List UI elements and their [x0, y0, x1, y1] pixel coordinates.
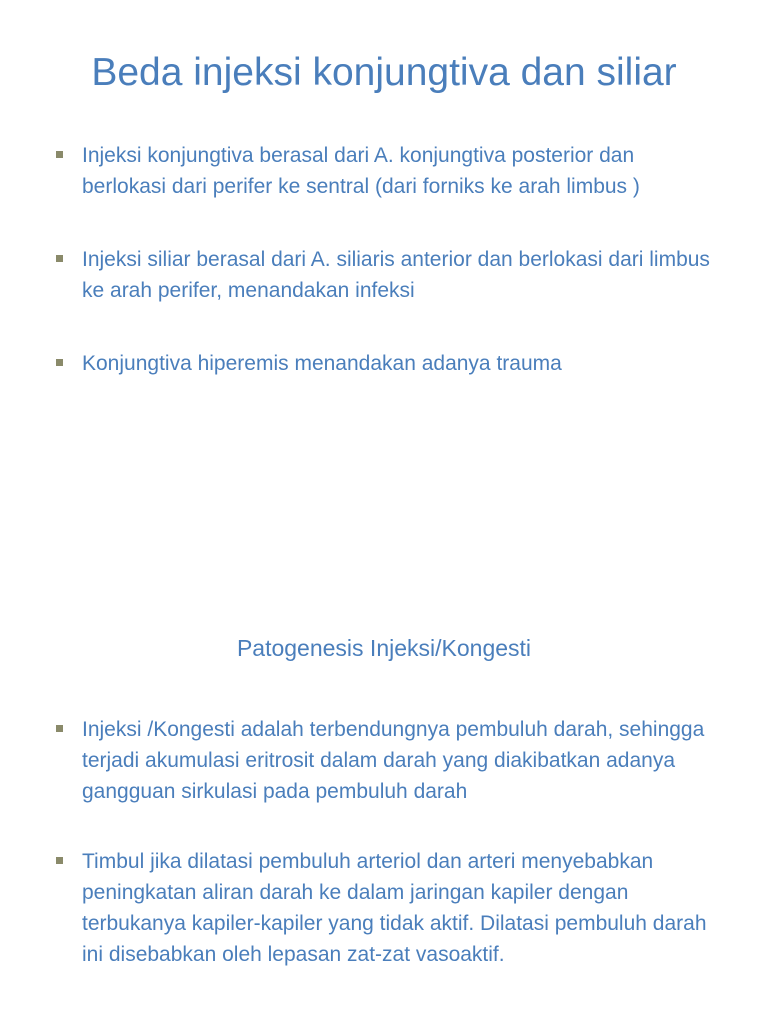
bullet-item [54, 348, 724, 379]
bullet-list-pathogenesis [54, 714, 724, 970]
section-heading: Patogenesis Injeksi/Kongesti [236, 635, 532, 661]
bullet-item [54, 846, 724, 970]
square-bullet-icon [56, 359, 63, 366]
bullet-item [54, 140, 724, 202]
square-bullet-icon [56, 151, 63, 158]
bullet-text: Konjungtiva hiperemis menandakan adanya trauma [82, 352, 562, 375]
bullet-text: Injeksi konjungtiva berasal dari A. konjungtiva posterior dan berlokasi dari perifer ke sentral (dari forniks ke arah limbus ) [82, 144, 640, 198]
bullet-list-injection-types [54, 140, 724, 379]
square-bullet-icon [56, 725, 63, 732]
bullet-item [54, 714, 724, 807]
bullet-text: Injeksi siliar berasal dari A. siliaris anterior dan berlokasi dari limbus ke arah perifer, menandakan infeksi [82, 248, 710, 302]
bullet-text: Injeksi /Kongesti adalah terbendungnya pembuluh darah, sehingga terjadi akumulasi eritrosit dalam darah yang diakibatkan adanya gangguan sirkulasi pada pembuluh darah [82, 718, 705, 803]
square-bullet-icon [56, 857, 63, 864]
bullet-item [54, 244, 724, 306]
bullet-text: Timbul jika dilatasi pembuluh arteriol dan arteri menyebabkan peningkatan aliran darah ke dalam jaringan kapiler dengan terbukanya kapiler-kapiler yang tidak aktif. Dilatasi pembuluh darah ini disebabkan oleh lepasan zat-zat vasoaktif. [82, 850, 707, 966]
square-bullet-icon [56, 255, 63, 262]
slide-title: Beda injeksi konjungtiva dan siliar [91, 51, 677, 94]
